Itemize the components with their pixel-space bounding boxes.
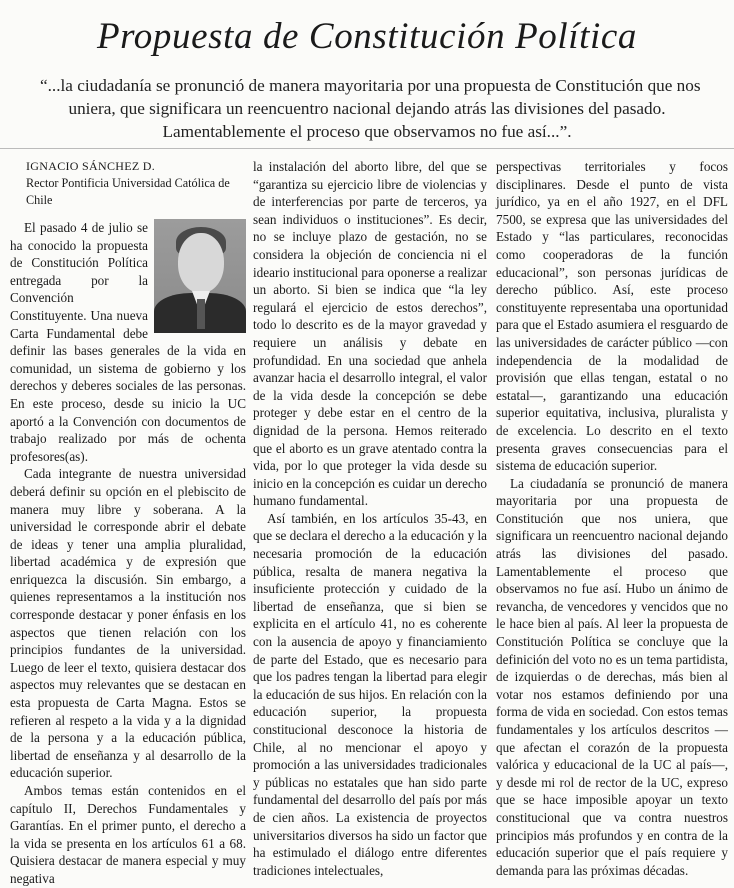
paragraph: El pasado 4 de julio se ha conocido la propuesta de Constitución Política entregada por la Convención Constituyente. Una nueva Carta Fundamental debe definir las bases generales de la vida en comunidad, un sistema de gobierno y los derechos y deberes sociales de las personas. En este proceso, desde su inicio la UC aportó a la Convención con documentos de trabajo realizado por más de ochenta profesores(as). [10,220,246,464]
author-portrait-image [154,219,246,333]
pull-quote-line: uniera, que significara un reencuentro nacional dejando atrás las divisiones del pasado. [68,99,666,118]
pull-quote-line: Lamentablemente el proceso que observamos no fue así...”. [162,122,572,141]
portrait-tie [197,299,205,329]
paragraph: Así también, en los artículos 35-43, en que se declara el derecho a la educación y la necesaria promoción de la educación pública, resalta de manera negativa la insuficiente protección y cuidado de la libertad de enseñanza, que si bien se explicita en el artículo 41, no es coherente con la ausencia de apoyo y financiamiento de parte del Estado, que es necesario para que los padres tengan la libertad para elegir la educación de sus hijos. En relación con la educación superior, la propuesta constitucional desconoce la historia de Chile, al no mencionar el apoyo y promoción a las universidades tradicionales y públicas no estatales que han sido parte fundamental del desarrollo del país por más de cien años. La existencia de proyectos universitarios diversos ha sido un factor que ha estimulado el diálogo entre diferentes tradiciones intelectuales, [253,510,487,878]
column-1 [10,158,246,888]
portrait-face [178,233,224,293]
author-name: IGNACIO SÁNCHEZ D. [26,159,156,173]
column-3 [496,158,728,879]
paragraph: perspectivas territoriales y focos disciplinares. Desde el punto de vista jurídico, ya en el año 1927, en el DFL 7500, se expresa que las universidades del Estado y “las particulares, reconocidas como cooperadoras de la función educacional”, son personas jurídicas de derecho público. Así, este proceso constituyente representaba una oportunidad para que el Estado asumiera el resguardo de las universidades de carácter público —con independencia de la modalidad de provisión que ellas tengan, estatal o no estatal—, garantizando una educación superior equitativa, inclusiva, pluralista y de excelencia. Lo descrito en el texto presenta graves consecuencias para el sistema de educación superior. [496,159,728,474]
paragraph: Ambos temas están contenidos en el capítulo II, Derechos Fundamentales y Garantías. En el primer punto, el derecho a la vida se presenta en los artículos 61 a 68. Quisiera destacar de manera especial y muy negativa [10,783,246,886]
author-role: Rector Pontificia Universidad Católica de Chile [26,176,230,207]
pull-quote-line: “...la ciudadanía se pronunció de manera mayoritaria por una propuesta de Constitución que nos [40,76,701,95]
paragraph: La ciudadanía se pronunció de manera mayoritaria por una propuesta de Constitución que nos uniera, que significara un reencuentro nacional dejando atrás las divisiones del pasado. Lamentablemente el proceso que observamos no fue así. Hubo un ánimo de revancha, de vencedores y vencidos que no le hace bien al país. Al leer la propuesta de Constitución Política se concluye que la definición del voto no es un tema partidista, de izquierdas o de derechas, más bien al votar nos estamos definiendo por una forma de vida en sociedad. Con estos temas fundamentales y los artículos descritos —que afectan el corazón de la propuesta valórica y educacional de la UC al país—, y desde mi rol de rector de la UC, expreso que se hace imposible apoyar un texto constitucional que va contra nuestros principios más profundos y en contra de la educación superior que el país requiere y demanda para las próximas décadas. [496,475,728,878]
pull-quote [40,74,701,143]
article-title: Propuesta de Constitución Política [96,16,638,57]
paragraph: la instalación del aborto libre, del que se “garantiza su ejercicio libre de violencias y de interferencias por parte de terceros, ya sean individuos o instituciones”. Es decir, no se incluye plazo de gestación, no se considera la objeción de conciencia ni el ideario institucional para oponerse a realizar un aborto. Si bien se indica que “la ley regulará el ejercicio de estos derechos”, todo lo descrito es de la mayor gravedad y requiere un análisis y debate en profundidad. En una sociedad que anhela avanzar hacia el desarrollo integral, el valor de la vida desde la concepción se debe proteger y debe estar en el centro de la dignidad de la persona. Hemos reiterado que el aborto es un grave atentado contra la vida, por lo que proteger la vida desde su inicio en la concepción es cuidar un derecho humano fundamental. [253,159,487,509]
paragraph: Cada integrante de nuestra universidad deberá definir su opción en el plebiscito de manera muy libre y soberana. A la universidad le corresponde abrir el debate de ideas y tener una amplia pluralidad, libertad académica y de expresión que enriquezca la discusión. Sin embargo, a quienes representamos a la institución nos corresponde destacar y poner énfasis en los aspectos que tienen relación con los principios fundantes de la universidad. Luego de leer el texto, quisiera destacar dos aspectos muy relevantes que se destacan en esta propuesta de Carta Magna. Estos se refieren al respeto a la vida y a la dignidad de la persona y a la educación pública, libertad de enseñanza y al desarrollo de la educación superior. [10,466,246,781]
column-2 [253,158,487,879]
header-divider [0,148,734,149]
